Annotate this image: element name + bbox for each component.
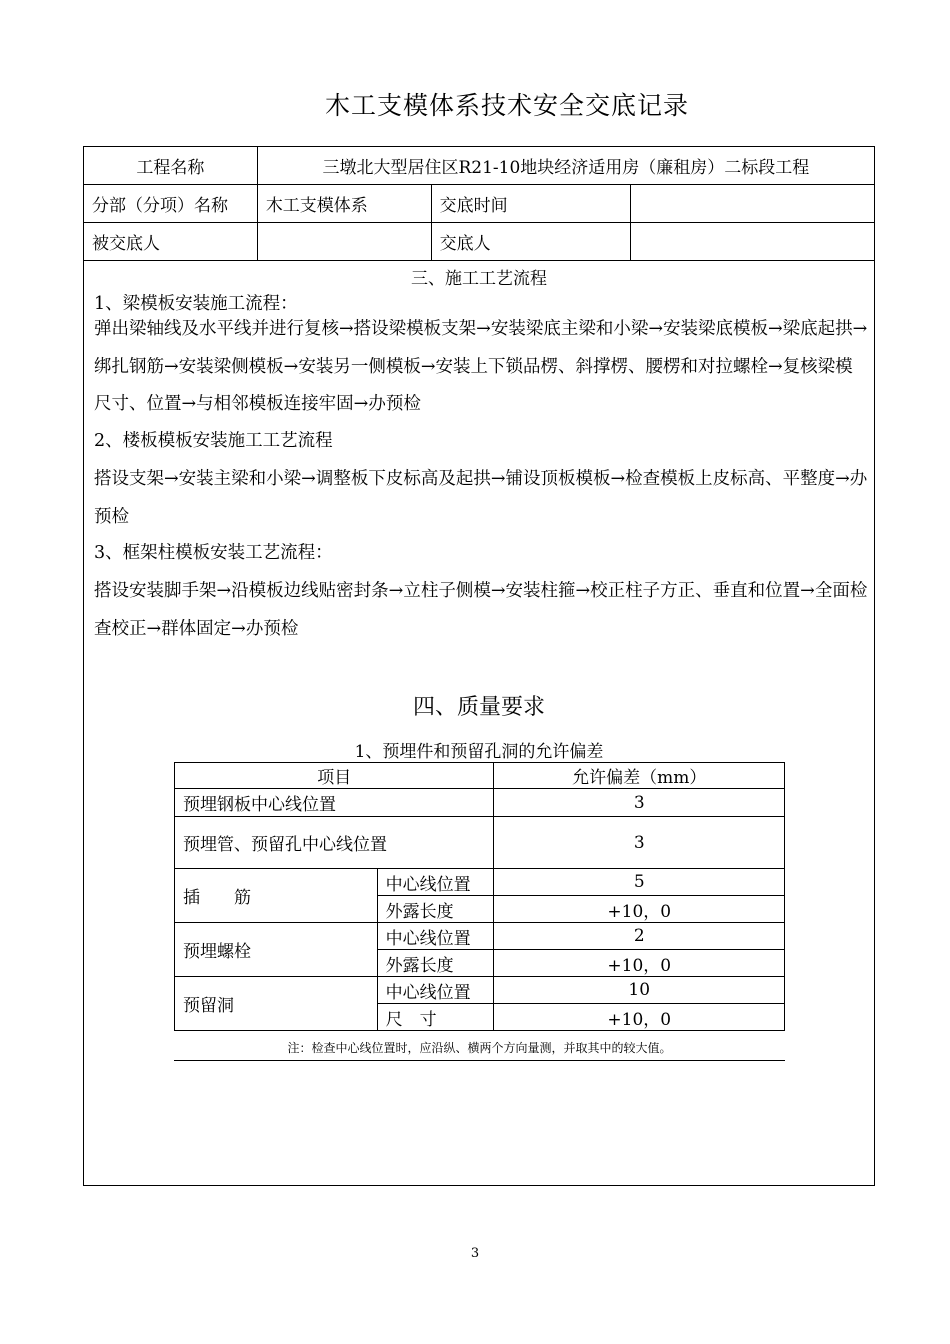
item3-title: 3、框架柱模板安装工艺流程： xyxy=(94,543,333,563)
table-row xyxy=(84,185,875,223)
row-sublabel: 中心线位置 xyxy=(377,923,494,950)
header-tolerance: 允许偏差（mm） xyxy=(494,763,785,789)
table-row xyxy=(175,869,785,896)
division-value: 木工支模体系 xyxy=(257,185,431,223)
info-table xyxy=(83,146,875,261)
row-label: 预埋钢板中心线位置 xyxy=(175,789,494,817)
row-sublabel: 外露长度 xyxy=(377,950,494,977)
section3-title: 三、施工工艺流程 xyxy=(411,269,547,289)
row-label: 预埋管、预留孔中心线位置 xyxy=(175,817,494,869)
item1-text: 弹出梁轴线及水平线并进行复核→搭设梁模板支架→安装梁底主梁和小梁→安装梁底模板→梁底起拱→绑扎钢筋→安装梁侧模板→安装另一侧模板→安装上下锁品楞、斜撑楞、腰楞和对拉螺栓→复核梁模尺寸、位置→与相邻模板连接牢固→办预检 xyxy=(94,319,868,414)
row-sublabel: 中心线位置 xyxy=(377,869,494,896)
table-row xyxy=(84,223,875,261)
row-value: 3 xyxy=(494,817,785,869)
document-title: 木工支模体系技术安全交底记录 xyxy=(324,91,689,120)
table-row xyxy=(175,789,785,817)
header-item: 项目 xyxy=(175,763,494,789)
recipient-value xyxy=(257,223,431,261)
row-label: 插 筋 xyxy=(175,869,378,923)
row-sublabel: 尺 寸 xyxy=(377,1004,494,1031)
handover-time-value xyxy=(631,185,875,223)
recipient-label: 被交底人 xyxy=(84,223,258,261)
page-number: 3 xyxy=(470,1246,480,1261)
project-name-value: 三墩北大型居住区R21-10地块经济适用房（廉租房）二标段工程 xyxy=(257,147,874,185)
item1-title: 1、梁模板安装施工流程： xyxy=(94,294,298,314)
table-row xyxy=(175,817,785,869)
row-sublabel: 中心线位置 xyxy=(377,977,494,1004)
table-header-row xyxy=(175,763,785,789)
handover-time-label: 交底时间 xyxy=(431,185,631,223)
tolerance-table xyxy=(174,762,785,1031)
row-value: +10，0 xyxy=(494,896,785,923)
row-label: 预埋螺栓 xyxy=(175,923,378,977)
tolerance-table-title: 1、预埋件和预留孔洞的允许偏差 xyxy=(354,742,604,762)
section4-title: 四、质量要求 xyxy=(412,695,545,720)
table-row xyxy=(84,147,875,185)
row-value: 10 xyxy=(494,977,785,1004)
row-value: +10，0 xyxy=(494,950,785,977)
division-label: 分部（分项）名称 xyxy=(84,185,258,223)
item2-title: 2、楼板模板安装施工工艺流程 xyxy=(94,431,333,451)
row-value: 2 xyxy=(494,923,785,950)
presenter-label: 交底人 xyxy=(431,223,631,261)
item2-text: 搭设支架→安装主梁和小梁→调整板下皮标高及起拱→铺设顶板模板→检查模板上皮标高、平整度→办预检 xyxy=(94,469,868,527)
table-note: 注：检查中心线位置时，应沿纵、横两个方向量测，并取其中的较大值。 xyxy=(174,1036,785,1061)
project-name-label: 工程名称 xyxy=(84,147,258,185)
row-sublabel: 外露长度 xyxy=(377,896,494,923)
row-label: 预留洞 xyxy=(175,977,378,1031)
table-row xyxy=(175,923,785,950)
row-value: 3 xyxy=(494,789,785,817)
item3-text: 搭设安装脚手架→沿模板边线贴密封条→立柱子侧模→安装柱箍→校正柱子方正、垂直和位置→全面检查校正→群体固定→办预检 xyxy=(94,581,868,639)
presenter-value xyxy=(631,223,875,261)
table-row xyxy=(175,977,785,1004)
row-value: +10，0 xyxy=(494,1004,785,1031)
row-value: 5 xyxy=(494,869,785,896)
